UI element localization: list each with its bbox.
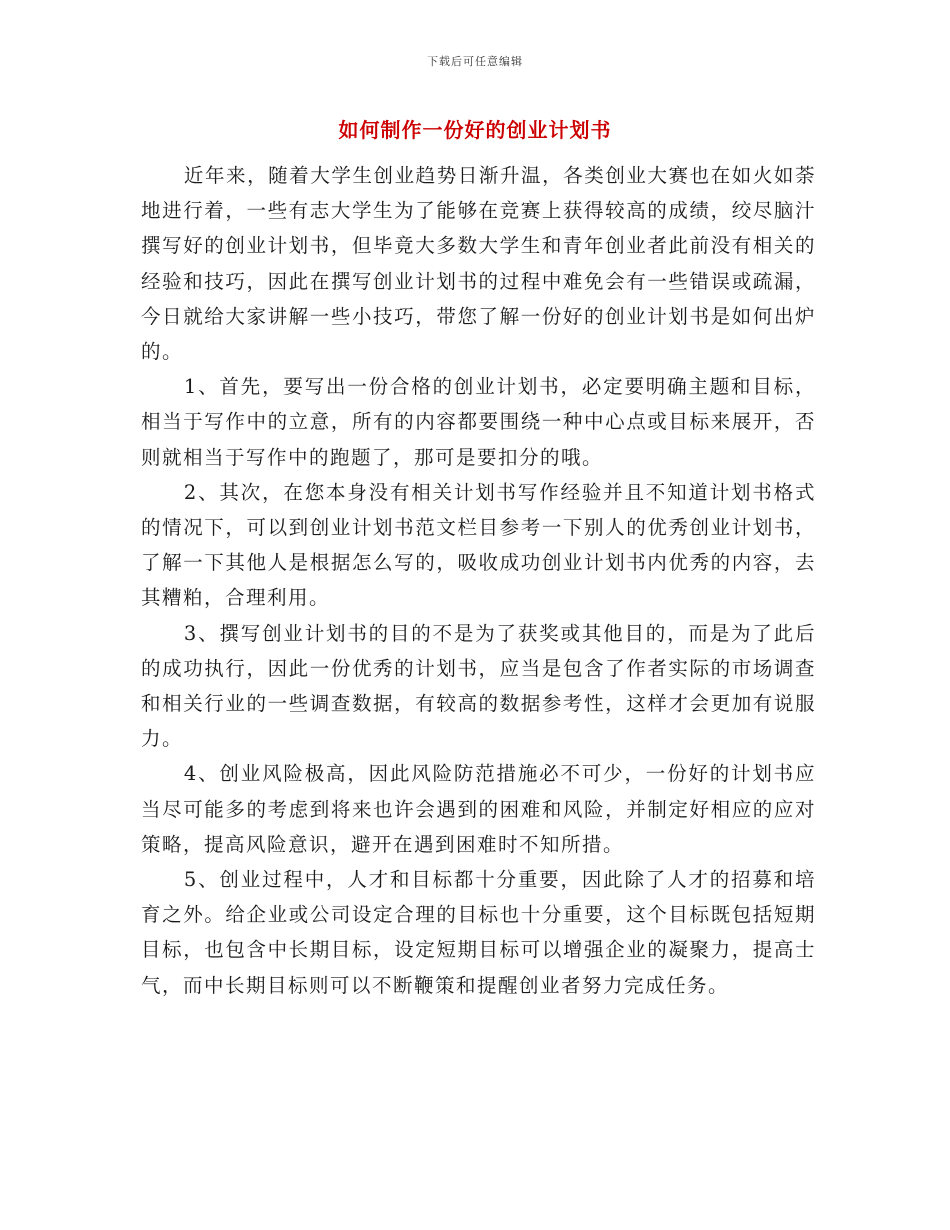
page-header: 下载后可任意编辑 [427,55,523,68]
paragraph-point-2: 2、其次，在您本身没有相关计划书写作经验并且不知道计划书格式的情况下，可以到创业计划书范文栏目参考一下别人的优秀创业计划书，了解一下其他人是根据怎么写的，吸收成功创业计划书内优秀的内容，去其糟粕，合理利用。 [141,480,816,610]
paragraph-point-4: 4、创业风险极高，因此风险防范措施必不可少，一份好的计划书应当尽可能多的考虑到将来也许会遇到的困难和风险，并制定好相应的应对策略，提高风险意识，避开在遇到困难时不知所措。 [141,762,816,856]
paragraph-point-3: 3、撰写创业计划书的目的不是为了获奖或其他目的，而是为了此后的成功执行，因此一份优秀的计划书，应当是包含了作者实际的市场调查和相关行业的一些调查数据，有较高的数据参考性，这样才会更加有说服力。 [141,621,816,751]
document-body [141,158,816,1003]
document-title: 如何制作一份好的创业计划书 [338,118,612,142]
paragraph-point-1: 1、首先，要写出一份合格的创业计划书，必定要明确主题和目标，相当于写作中的立意，所有的内容都要围绕一种中心点或目标来展开，否则就相当于写作中的跑题了，那可是要扣分的哦。 [141,375,816,469]
paragraph-point-5: 5、创业过程中，人才和目标都十分重要，因此除了人才的招募和培育之外。给企业或公司设定合理的目标也十分重要，这个目标既包括短期目标，也包含中长期目标，设定短期目标可以增强企业的凝聚力，提高士气，而中长期目标则可以不断鞭策和提醒创业者努力完成任务。 [141,868,816,997]
paragraph-intro: 近年来，随着大学生创业趋势日渐升温，各类创业大赛也在如火如荼地进行着，一些有志大学生为了能够在竞赛上获得较高的成绩，绞尽脑汁撰写好的创业计划书，但毕竟大多数大学生和青年创业者此前没有相关的经验和技巧，因此在撰写创业计划书的过程中难免会有一些错误或疏漏，今日就给大家讲解一些小技巧，带您了解一份好的创业计划书是如何出炉的。 [141,164,816,364]
